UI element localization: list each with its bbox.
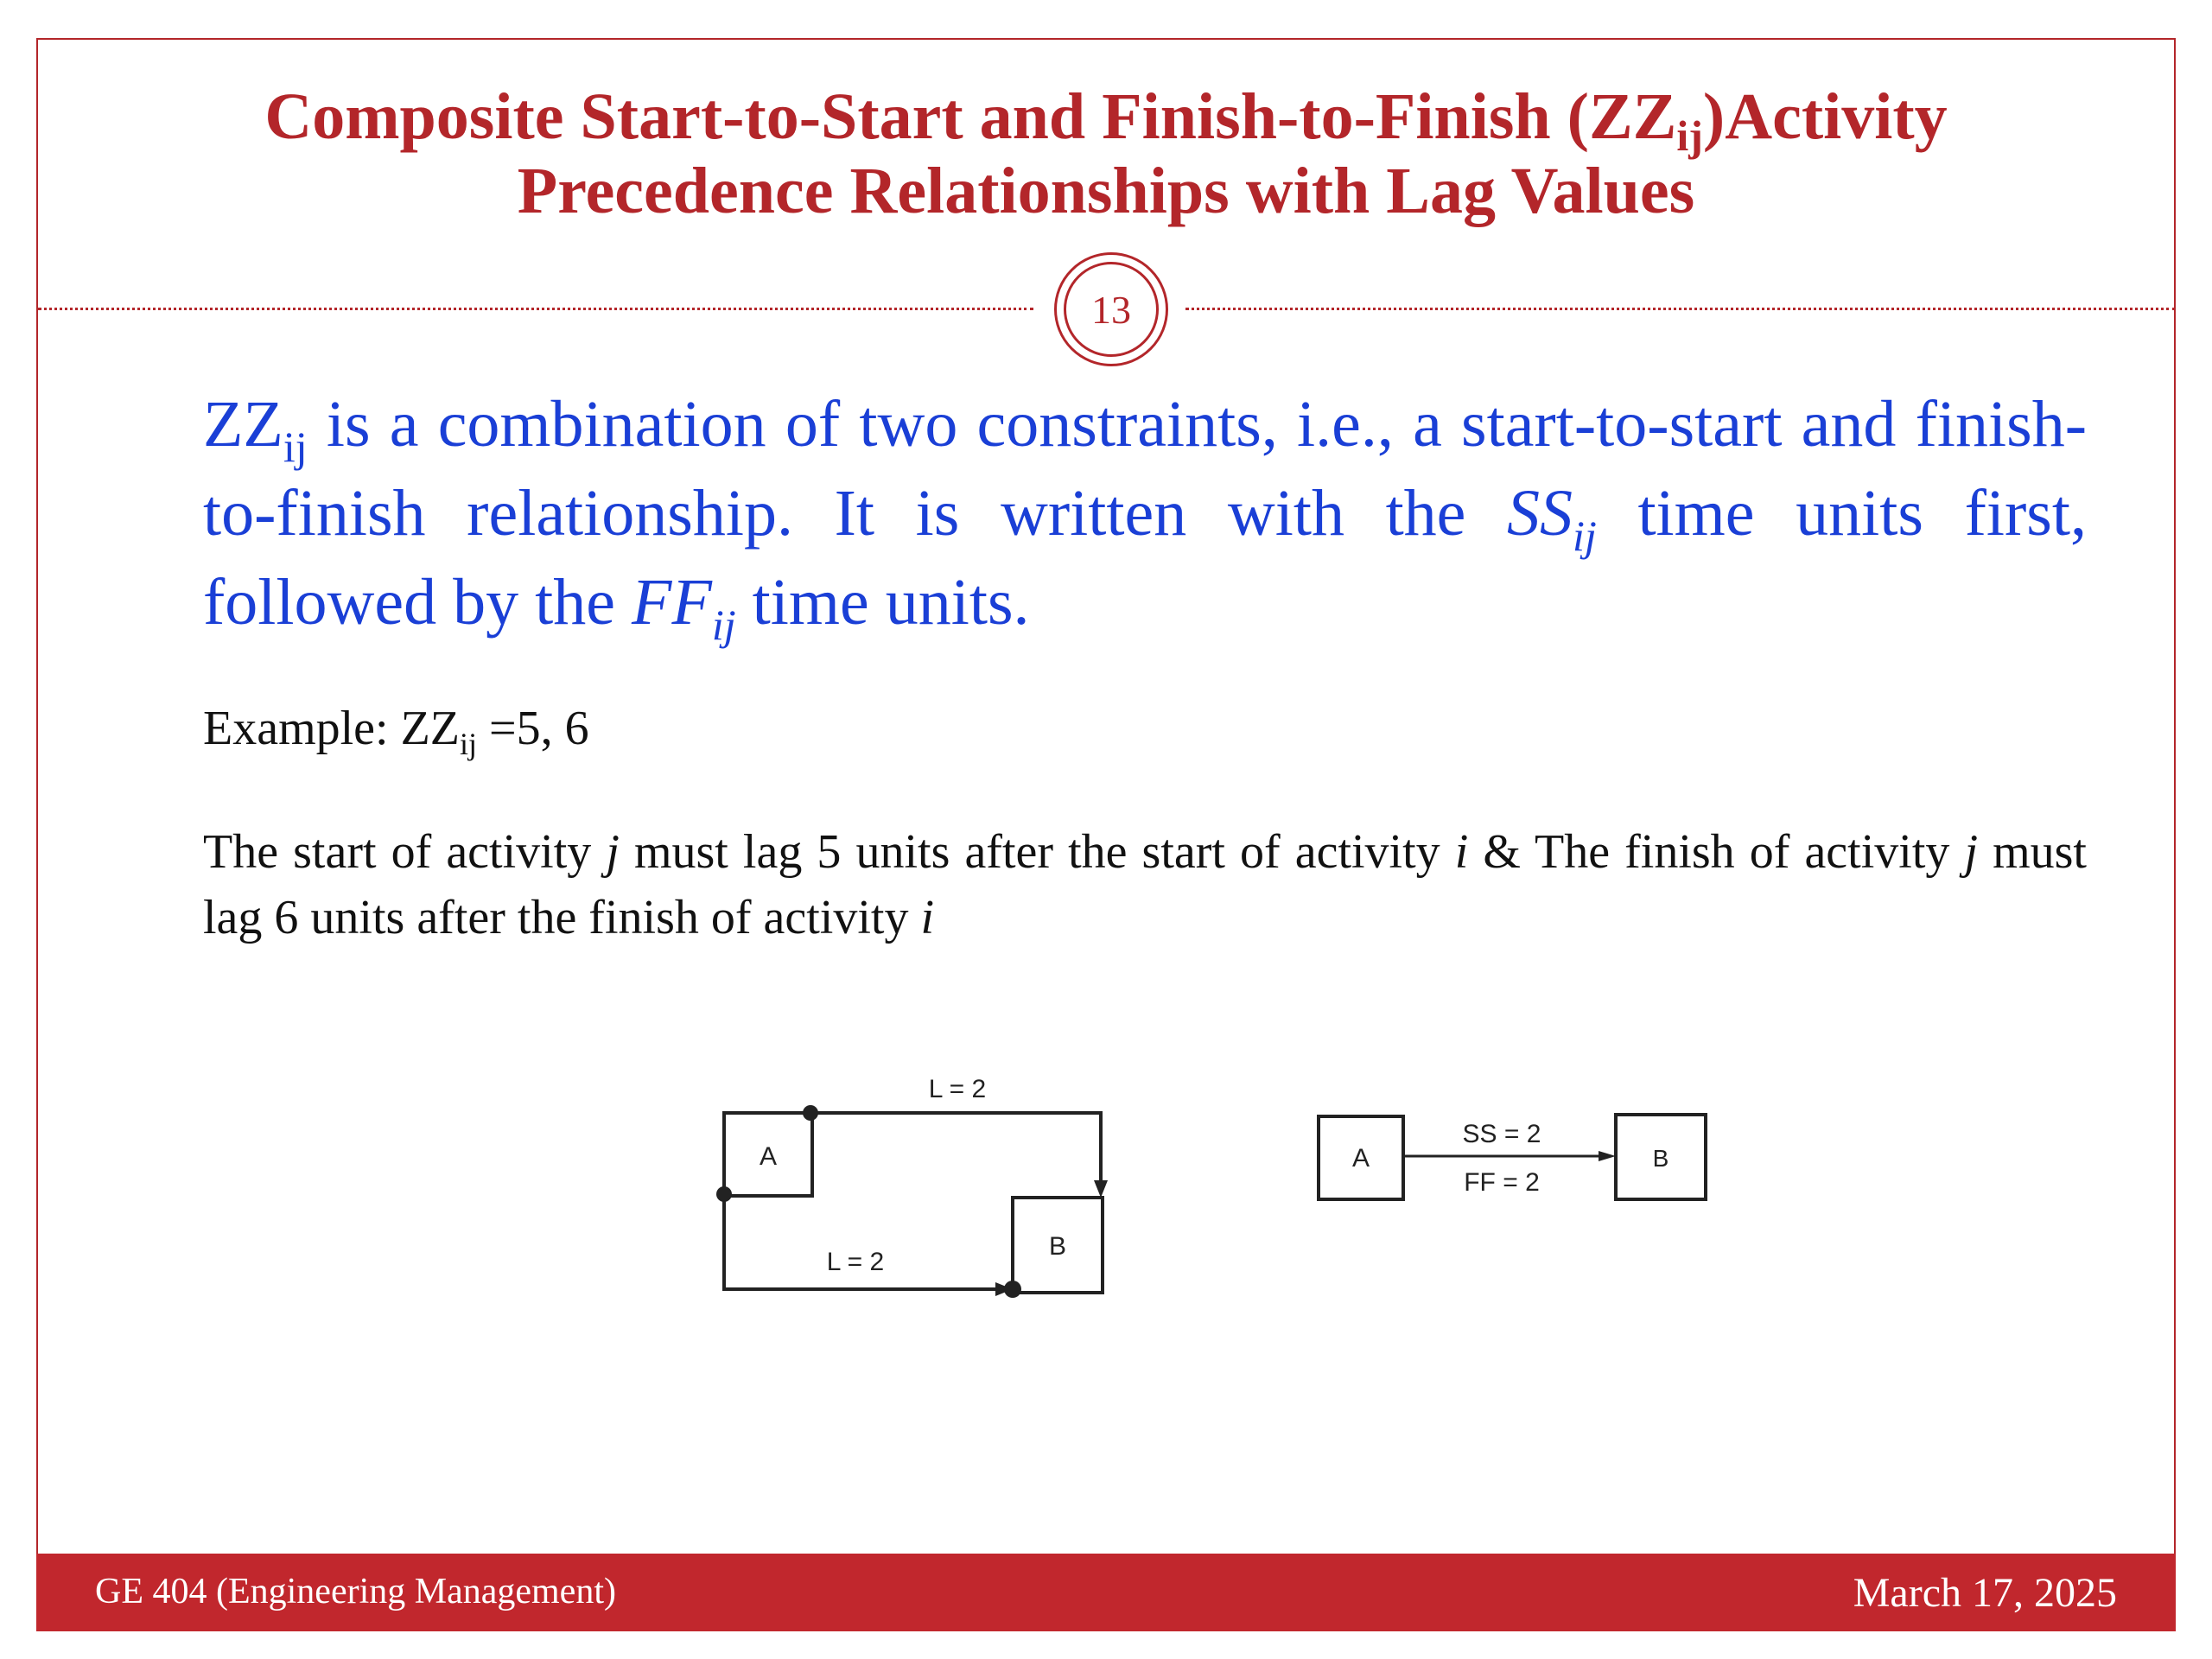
zz-subscript: ij [283,423,308,471]
desc-var-i2: i [920,891,935,944]
example-line [203,698,589,759]
desc-text-3: & The finish of activity [1468,825,1965,879]
lead-text-2: time units first, followed by the [203,477,2087,639]
footer-date: March 17, 2025 [1853,1570,2117,1616]
title-line-2: Precedence Relationships with Lag Values [517,155,1695,227]
title-subscript: ij [1676,111,1703,160]
bottom-lag-end-dot [1004,1281,1021,1298]
slide-title [104,79,2108,228]
lag-network-diagram [709,1054,1123,1313]
desc-text-1: The start of activity [203,825,607,879]
desc-text-2: must lag 5 units after the start of activity [619,825,1455,879]
page-number-badge [1054,252,1168,366]
ss-subscript: ij [1573,512,1597,560]
ff-subscript: ij [711,601,736,649]
example-value: =5, 6 [477,702,589,755]
ff-text: FF [632,566,712,639]
footer-bar [36,1554,2176,1631]
top-lag-line [810,1113,1101,1184]
node-a-label: A [759,1142,778,1171]
example-label: Example: ZZ [203,702,461,755]
desc-var-i: i [1454,825,1469,879]
zz-link-arrowhead [1599,1151,1616,1161]
desc-var-j: j [606,825,620,879]
bottom-lag-start-dot [716,1186,732,1202]
title-text-1: Composite Start-to-Start and Finish-to-Finish (ZZ [264,80,1677,153]
top-lag-node-dot [803,1105,818,1121]
top-lag-arrowhead [1094,1180,1108,1198]
example-subscript: ij [460,727,478,761]
divider-right [1185,308,2176,310]
lead-text-3: time units. [735,566,1030,639]
desc-text-4: must lag 6 units after the finish of activity [203,825,2087,944]
ff-lag-label: FF = 2 [1464,1168,1540,1197]
bottom-lag-label: L = 2 [826,1248,885,1276]
title-text-2: )Activity [1702,80,1948,153]
node-b-label: B [1048,1232,1067,1261]
page-number: 13 [1064,262,1159,357]
footer-course: GE 404 (Engineering Management) [95,1572,616,1611]
ss-text: SS [1507,477,1573,550]
lead-text-1: is a combination of two constraints, i.e., a start-to-start and finish-to-finish relationship. It is written with the [203,388,2087,550]
ss-lag-label: SS = 2 [1462,1120,1541,1148]
divider-left [38,308,1033,310]
node-a-label-right: A [1351,1144,1370,1173]
top-lag-label: L = 2 [928,1075,987,1103]
desc-var-j2: j [1964,825,1979,879]
compact-notation-diagram [1313,1097,1711,1218]
node-b-label-right: B [1652,1145,1669,1172]
example-explanation [203,819,2087,950]
zz-text: ZZ [203,388,283,461]
definition-paragraph [203,380,2087,647]
